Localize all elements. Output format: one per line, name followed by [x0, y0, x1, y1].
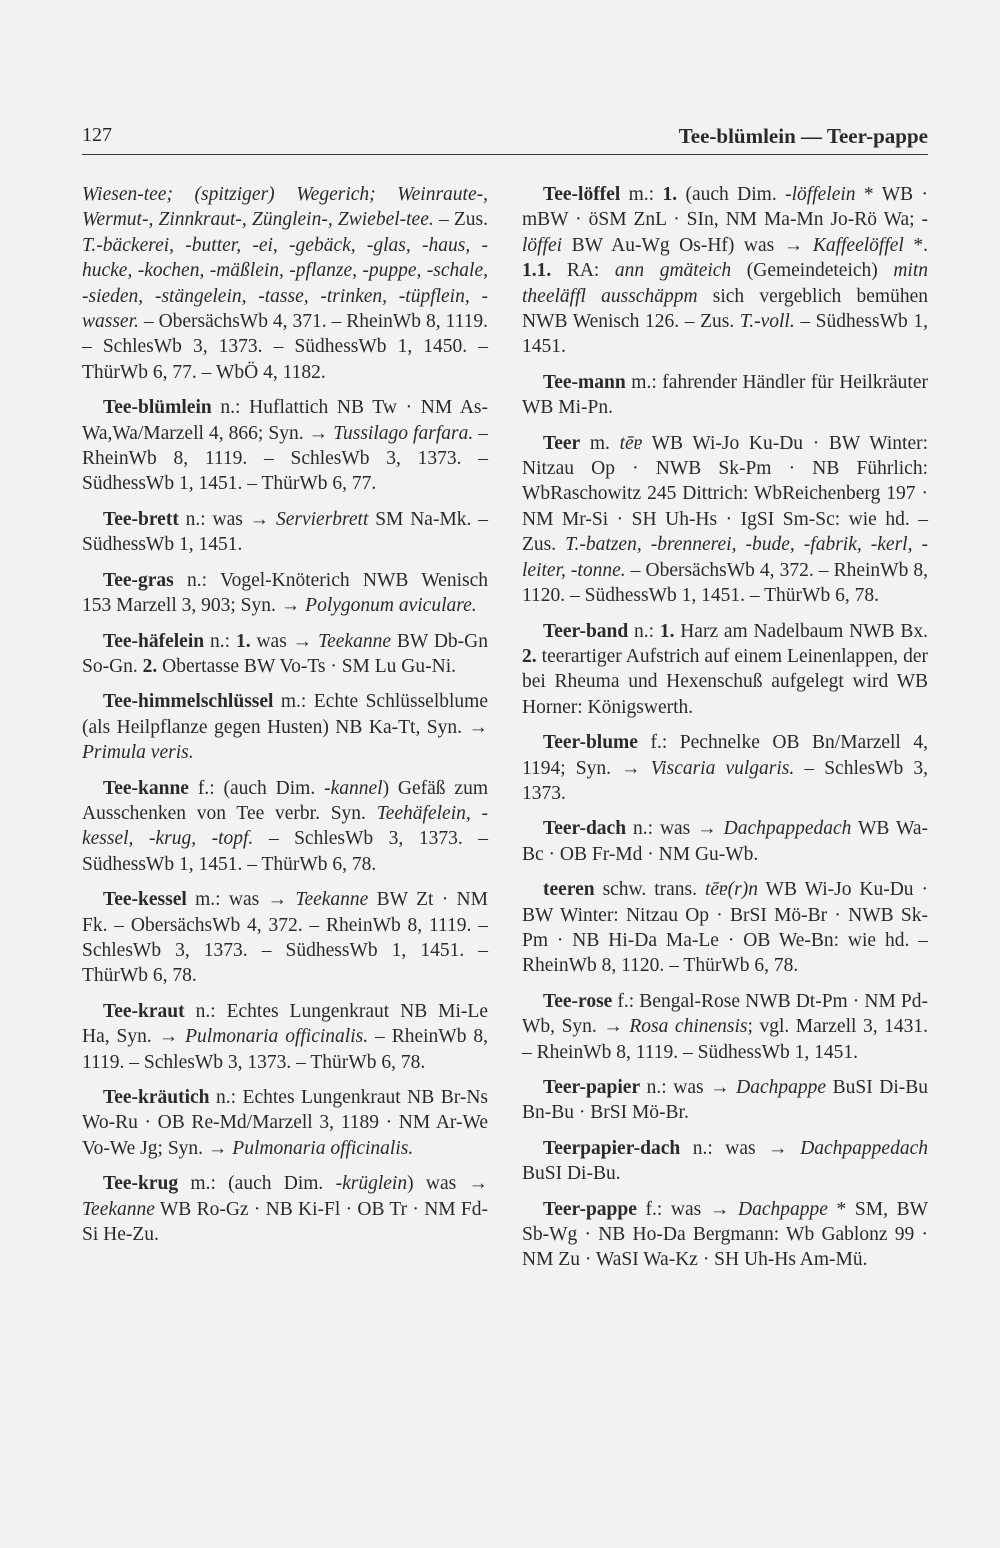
entry-italic-text: Primula veris.: [82, 742, 194, 764]
entry-italic-text: -löffelein: [785, 184, 856, 205]
page-header: [82, 124, 928, 155]
entry-headword: Teer-blume: [543, 732, 638, 754]
entry-text: n.: Vogel-Knöterich NWB Wenisch 153 Marzell 3, 903; Syn. →: [82, 569, 488, 617]
entry-headword: Tee-himmelschlüssel: [103, 691, 274, 713]
dictionary-entry: [82, 1171, 488, 1247]
dictionary-entry: [82, 395, 488, 497]
entry-italic-text: tēɐ: [619, 432, 643, 454]
dictionary-entry: [522, 816, 928, 867]
entry-italic-text: tēɐ(r)n: [704, 879, 758, 901]
entry-headword: Tee-kraut: [103, 1000, 185, 1022]
entry-italic-text: Polygonum aviculare.: [305, 595, 477, 617]
running-head: Tee-blümlein — Teer-pappe: [678, 124, 928, 148]
entry-text: – SüdhessWb 1, 1451.: [522, 311, 928, 358]
entry-text: n.: was →: [680, 1137, 801, 1159]
dictionary-entry: [522, 1197, 928, 1273]
dictionary-entry: [522, 877, 928, 979]
entry-text: m.: was →: [186, 889, 296, 911]
entry-text: BuSI Di-Bu.: [522, 1163, 621, 1185]
entry-text: (Gemeindeteich): [731, 260, 894, 282]
dictionary-entry: [522, 619, 928, 721]
entry-text: – Zus.: [433, 209, 489, 231]
entry-headword: Tee-löffel: [543, 184, 621, 205]
entry-text: teerartiger Aufstrich auf einem Leinenlappen, der bei Rheuma und Hexenschuß aufgelegt wird WB Horner: Königswerth.: [522, 645, 928, 718]
entry-headword: Tee-blümlein: [103, 397, 212, 419]
dictionary-entry: [522, 431, 928, 609]
entry-italic-text: T.-bäckerei, -butter, -ei, -gebäck, -glas, -haus, -hucke, -kochen, -mäßlein, -pflanze, -puppe, -schale, -sieden, -stängelein, -tasse, -trinken, -tüpflein, -wasser.: [82, 234, 488, 333]
entry-text: – SchlesWb 3, 1373.: [522, 757, 928, 804]
entry-italic-text: Teekanne: [82, 1198, 155, 1220]
entry-italic-text: ann gmäteich: [614, 260, 732, 282]
dictionary-entry: [82, 1085, 488, 1161]
entry-text: – ObersächsWb 4, 371. – RheinWb 8, 1119. – SchlesWb 3, 1373. – SüdhessWb 1, 1450. – ThürWb 6, 77. – WbÖ 4, 1182.: [82, 311, 488, 383]
entry-italic-text: Rosa chinensis: [629, 1016, 748, 1038]
entry-text: schw. trans.: [594, 879, 705, 901]
entry-headword: Tee-kräutich: [103, 1087, 210, 1108]
entry-italic-text: Pulmonaria officinalis.: [185, 1026, 369, 1048]
entry-text: n.: was →: [640, 1077, 737, 1098]
entry-italic-text: -löffei: [522, 209, 928, 256]
entry-italic-text: Tussilago farfara.: [333, 422, 474, 444]
entry-headword: Tee-kessel: [103, 889, 187, 911]
entry-text: BW Db-Gn So-Gn.: [82, 630, 488, 677]
entry-text: Obertasse BW Vo-Ts · SM Lu Gu-Ni.: [157, 655, 457, 677]
entry-text: ; vgl. Marzell 3, 1431. – RheinWb 8, 1119. – SüdhessWb 1, 1451.: [522, 1016, 929, 1063]
entry-headword: 2.: [522, 645, 537, 667]
entry-italic-text: mitn theeläffl ausschäppm: [522, 260, 928, 307]
entry-italic-text: Teekanne: [318, 630, 391, 652]
dictionary-entry: [522, 1075, 928, 1126]
entry-text: WB Wa-Bc · OB Fr-Md · NM Gu-Wb.: [522, 818, 928, 865]
entry-text: – RheinWb 8, 1119. – SchlesWb 3, 1373. – SüdhessWb 1, 1451. – ThürWb 6, 77.: [82, 422, 489, 495]
entry-text: n.:: [204, 630, 236, 652]
entry-text: – RheinWb 8, 1119. – SchlesWb 3, 1373. – ThürWb 6, 78.: [82, 1026, 489, 1073]
entry-italic-text: Teehäfelein, -kessel, -krug, -topf.: [82, 802, 488, 850]
entry-headword: Tee-brett: [103, 508, 179, 530]
entry-headword: Tee-rose: [543, 990, 613, 1012]
entry-headword: 2.: [142, 655, 158, 677]
entry-headword: Teerpapier-dach: [543, 1137, 681, 1159]
entry-headword: 1.: [235, 630, 251, 652]
entry-headword: Tee-krug: [103, 1173, 179, 1195]
entry-italic-text: Dachpappedach: [800, 1137, 928, 1159]
entry-italic-text: -krüglein: [335, 1173, 408, 1195]
entry-text: n.: was →: [626, 818, 724, 840]
entry-text: f.: was →: [636, 1198, 738, 1220]
dictionary-entry: [82, 887, 488, 989]
entry-headword: 1.1.: [522, 260, 552, 282]
entry-text: *.: [903, 234, 928, 256]
entry-headword: Tee-kanne: [103, 777, 189, 799]
entry-italic-text: -kannel: [324, 777, 383, 799]
dictionary-entry: [82, 689, 488, 765]
dictionary-entry: [82, 182, 488, 385]
entry-text: f.: (auch Dim.: [188, 777, 325, 799]
entry-headword: 1.: [662, 184, 678, 205]
entry-text: SM Na-Mk. – SüdhessWb 1, 1451.: [82, 508, 488, 556]
entry-italic-text: Wiesen-tee; (spitziger) Wegerich; Weinraute-, Wermut-, Zinnkraut-, Zünglein-, Zwiebel-tee.: [82, 184, 488, 231]
entry-headword: Teer-dach: [543, 818, 627, 840]
entry-headword: Teer-pappe: [543, 1198, 637, 1220]
dictionary-entry: [522, 1136, 928, 1187]
dictionary-entry: [522, 989, 928, 1065]
entry-text: * SM, BW Sb-Wg · NB Ho-Da Bergmann: Wb Gablonz 99 · NM Zu · WaSI Wa-Kz · SH Uh-Hs Am-Mü.: [522, 1198, 928, 1271]
dictionary-entry: [522, 370, 928, 421]
entry-text: BW Zt · NM Fk. – ObersächsWb 4, 372. – RheinWb 8, 1119. – SchlesWb 3, 1373. – SüdhessWb 1, 1451. – ThürWb 6, 78.: [82, 889, 488, 987]
entry-headword: teeren: [543, 879, 595, 901]
entry-text: BuSI Di-Bu Bn-Bu · BrSI Mö-Br.: [522, 1077, 928, 1124]
entry-text: n.:: [628, 620, 660, 642]
entry-italic-text: Dachpappe: [738, 1198, 828, 1220]
entry-text: n.: was →: [178, 508, 276, 530]
entry-headword: Teer-band: [543, 620, 629, 642]
entry-headword: Tee-gras: [103, 569, 174, 591]
entry-headword: Tee-häfelein: [103, 630, 205, 652]
right-column: [522, 182, 928, 1283]
entry-italic-text: Dachpappe: [736, 1077, 827, 1098]
entry-text: n.: Huflattich NB Tw · NM As-Wa,Wa/Marzell 4, 866; Syn. →: [82, 397, 488, 444]
entry-text: n.: Echtes Lungenkraut NB Br-Ns Wo-Ru · OB Re-Md/Marzell 3, 1189 · NM Ar-We Vo-We Jg; Syn. →: [82, 1087, 488, 1159]
entry-text: f.: Bengal-Rose NWB Dt-Pm · NM Pd-Wb, Syn. →: [522, 990, 928, 1038]
entry-italic-text: Kaffeelöffel: [812, 234, 904, 256]
entry-text: BW Au-Wg Os-Hf) was →: [562, 234, 813, 256]
entry-italic-text: Servierbrett: [275, 508, 369, 530]
dictionary-entry: [82, 568, 488, 619]
entry-italic-text: T.-voll.: [739, 311, 795, 333]
entry-italic-text: Teekanne: [295, 889, 369, 911]
entry-italic-text: Viscaria vulgaris.: [650, 757, 795, 779]
entry-text: m.: [580, 432, 620, 454]
left-column: [82, 182, 488, 1257]
entry-headword: Tee-mann: [543, 371, 626, 393]
entry-text: m.:: [620, 184, 663, 205]
entry-italic-text: Pulmonaria officinalis.: [232, 1137, 414, 1159]
entry-text: Harz am Nadelbaum NWB Bx.: [674, 620, 928, 642]
entry-headword: Teer: [543, 432, 581, 454]
entry-text: WB Wi-Jo Ku-Du · BW Winter: Nitzau Op · NWB Sk-Pm · NB Führlich: WbRaschowitz 245 Dittrich: WbReichenberg 197 · NM Mr-Si · SH Uh-Hs · IgSI Sm-Sc: wie hd. – Zus.: [522, 432, 929, 556]
entry-text: m.: fahrender Händler für Heilkräuter WB Mi-Pn.: [522, 371, 928, 419]
dictionary-entry: [82, 507, 488, 558]
entry-text: f.: Pechnelke OB Bn/Marzell 4, 1194; Syn. →: [522, 732, 928, 779]
dictionary-entry: [522, 182, 928, 360]
entry-text: m.: (auch Dim.: [178, 1173, 336, 1195]
entry-text: * WB · mBW · öSM ZnL · SIn, NM Ma-Mn Jo-Rö Wa;: [522, 184, 928, 231]
entry-italic-text: Dachpappedach: [723, 818, 852, 840]
entry-text: WB Ro-Gz · NB Ki-Fl · OB Tr · NM Fd-Si He-Zu.: [82, 1198, 488, 1246]
entry-text: ) was →: [407, 1173, 488, 1195]
entry-headword: 1.: [659, 620, 675, 642]
entry-text: WB Wi-Jo Ku-Du · BW Winter: Nitzau Op · BrSI Mö-Br · NWB Sk-Pm · NB Hi-Da Ma-Le · OB We-Bn: wie hd. – RheinWb 8, 1120. – ThürWb 6, 78.: [522, 879, 928, 977]
entry-italic-text: T.-batzen, -brennerei, -bude, -fabrik, -kerl, -leiter, -tonne.: [522, 534, 928, 581]
entry-text: RA:: [551, 260, 615, 282]
dictionary-entry: [82, 629, 488, 680]
entry-headword: Teer-papier: [543, 1077, 641, 1098]
page-number: 127: [82, 124, 112, 146]
entry-text: – SchlesWb 3, 1373. – SüdhessWb 1, 1451. – ThürWb 6, 78.: [82, 828, 488, 875]
dictionary-entry: [82, 999, 488, 1075]
entry-text: n.: Echtes Lungenkraut NB Mi-Le Ha, Syn. →: [82, 1000, 488, 1048]
entry-text: ) Gefäß zum Ausschenken von Tee verbr. Syn.: [82, 777, 488, 824]
dictionary-entry: [82, 776, 488, 878]
dictionary-entry: [522, 730, 928, 806]
entry-text: was →: [250, 630, 319, 652]
entry-text: (auch Dim.: [677, 184, 786, 205]
entry-text: m.: Echte Schlüsselblume (als Heilpflanze gegen Husten) NB Ka-Tt, Syn. →: [82, 691, 488, 738]
entry-text: – ObersächsWb 4, 372. – RheinWb 8, 1120. – SüdhessWb 1, 1451. – ThürWb 6, 78.: [522, 559, 929, 607]
entry-text: sich vergeblich bemühen NWB Wenisch 126. – Zus.: [522, 285, 928, 333]
